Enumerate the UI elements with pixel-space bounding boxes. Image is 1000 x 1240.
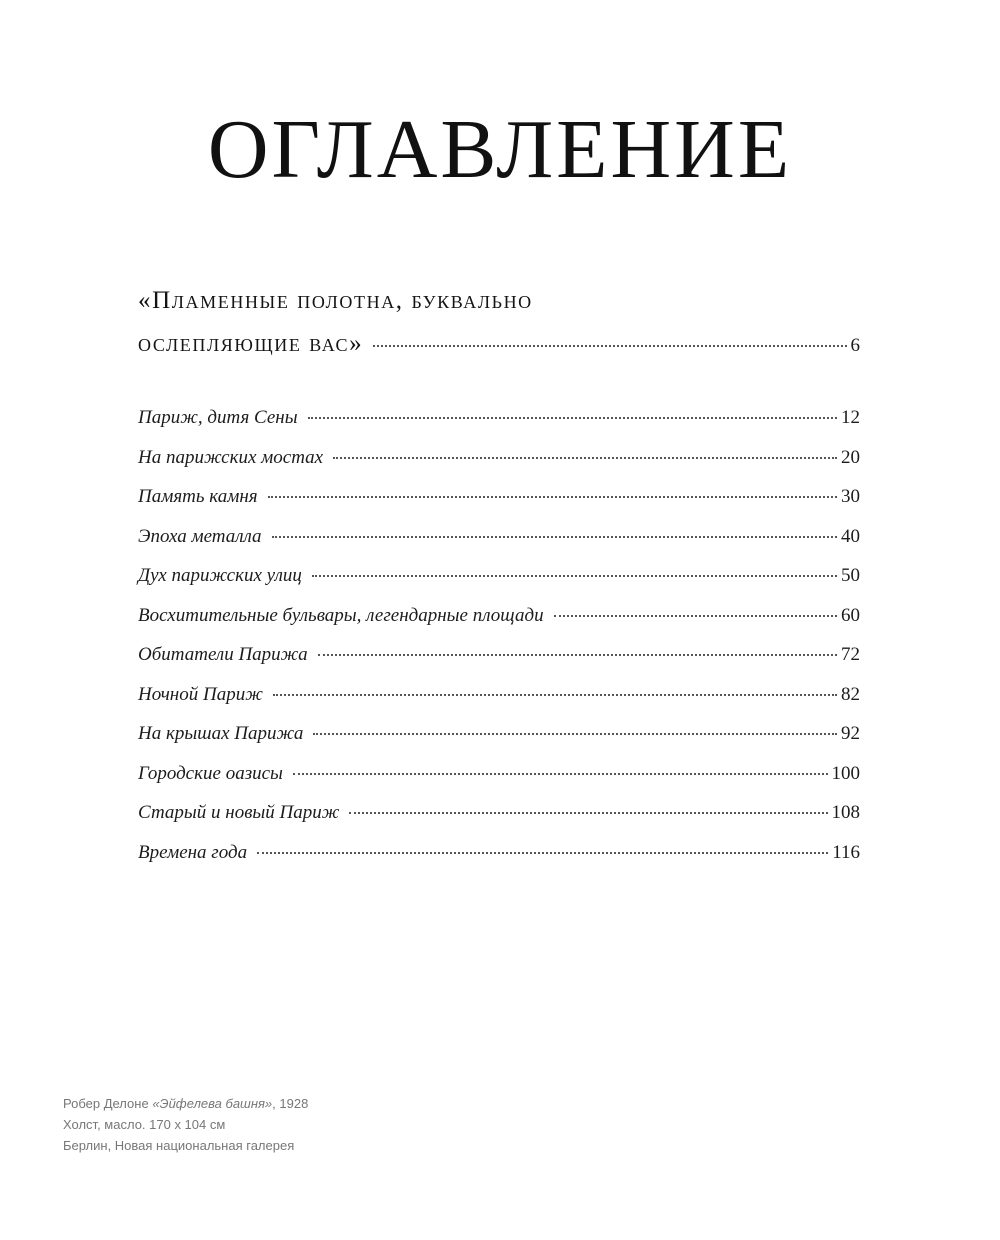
entry-title: Обитатели Парижа: [138, 644, 308, 665]
toc-entry[interactable]: [138, 486, 860, 526]
caption-location: Берлин, Новая национальная галерея: [63, 1138, 295, 1153]
table-of-contents: [138, 286, 860, 881]
page-number: 108: [831, 802, 860, 823]
intro-title-line-1: «Пламенные полотна, буквально: [138, 287, 533, 314]
entry-title: Париж, дитя Сены: [138, 407, 298, 428]
toc-entry-intro[interactable]: [138, 329, 860, 361]
caption-medium: Холст, масло. 170 x 104 см: [63, 1117, 226, 1132]
toc-entries: [138, 407, 860, 881]
page-number: 116: [832, 841, 860, 863]
dot-leader: [349, 812, 827, 814]
caption-year: , 1928: [272, 1096, 309, 1111]
toc-entry[interactable]: [138, 447, 860, 487]
dot-leader: [268, 496, 837, 498]
entry-title: На парижских мостах: [138, 446, 324, 468]
toc-entry[interactable]: [138, 605, 860, 645]
toc-entry[interactable]: [138, 526, 860, 566]
toc-entry[interactable]: [138, 723, 860, 763]
dot-leader: [308, 417, 837, 419]
toc-entry[interactable]: [138, 565, 860, 605]
dot-leader: [333, 457, 837, 459]
dot-leader: [313, 733, 837, 735]
entry-title: Восхитительные бульвары, легендарные площади: [138, 604, 544, 626]
dot-leader: [312, 575, 837, 577]
artwork-caption: [63, 1093, 308, 1156]
entry-title: Городские оазисы: [138, 762, 283, 784]
entry-title: Память камня: [138, 486, 258, 507]
caption-work-title: «Эйфелева башня»: [152, 1096, 273, 1111]
toc-entry[interactable]: [138, 407, 860, 447]
page-number: 40: [841, 525, 860, 547]
page-number: 100: [831, 762, 860, 784]
caption-line-artist: [63, 1093, 308, 1114]
toc-entry[interactable]: [138, 842, 860, 882]
dot-leader: [273, 694, 837, 696]
entry-title: На крышах Парижа: [138, 723, 304, 744]
entry-title: Дух парижских улиц: [138, 565, 302, 586]
intro-title-line-2: ослепляющие вас»: [138, 330, 364, 357]
toc-entry[interactable]: [138, 802, 860, 842]
entry-title: Эпоха металла: [138, 525, 262, 547]
entry-title: Старый и новый Париж: [138, 802, 340, 823]
page-number: 12: [841, 407, 860, 428]
page-number: 92: [841, 723, 860, 744]
dot-leader: [373, 345, 846, 347]
page-title: ОГЛАВЛЕНИЕ: [207, 103, 793, 196]
dot-leader: [554, 615, 837, 617]
page-number: 6: [850, 335, 860, 356]
page-number: 60: [841, 604, 860, 626]
page-number: 50: [841, 565, 860, 586]
entry-title: Ночной Париж: [138, 683, 263, 705]
dot-leader: [257, 852, 828, 854]
dot-leader: [293, 773, 828, 775]
entry-title: Времена года: [138, 841, 248, 863]
dot-leader: [318, 654, 837, 656]
dot-leader: [272, 536, 837, 538]
page-number: 30: [841, 486, 860, 507]
page-number: 72: [841, 644, 860, 665]
toc-entry[interactable]: [138, 644, 860, 684]
toc-entry[interactable]: [138, 684, 860, 724]
toc-entry[interactable]: [138, 763, 860, 803]
caption-artist: Робер Делоне: [63, 1096, 149, 1111]
page-number: 20: [841, 446, 860, 468]
page-number: 82: [841, 683, 860, 705]
